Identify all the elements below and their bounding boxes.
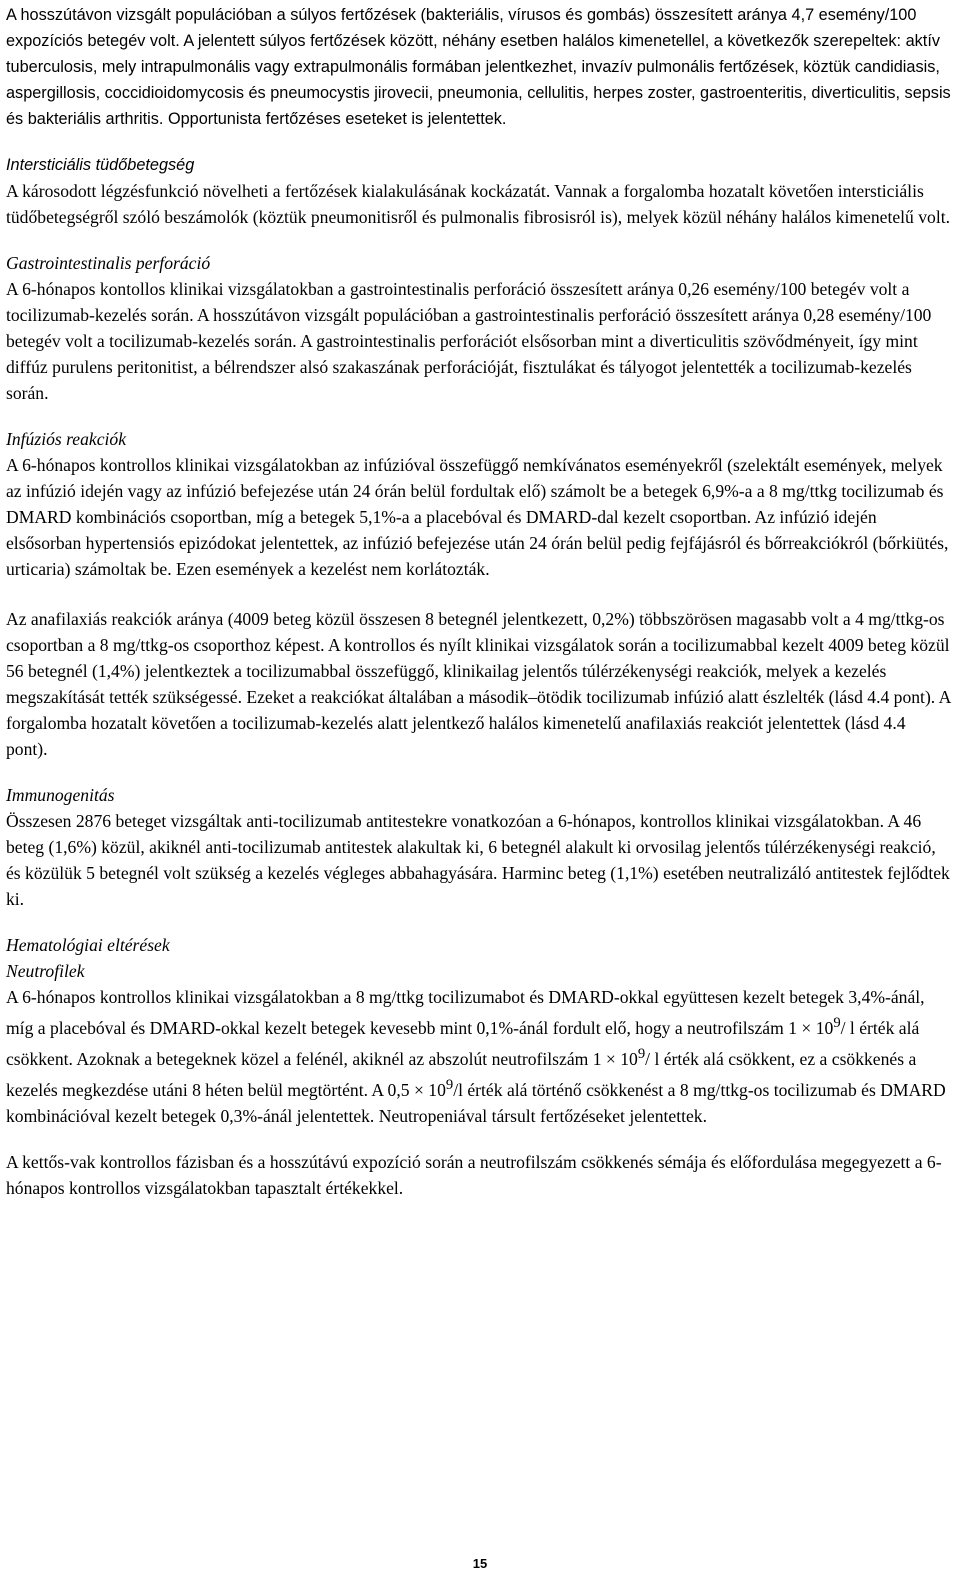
- neutrophils-text-4: /l érték alá történő csökkenést a 8 mg/ttkg-os tocilizumab és DMARD kombinációval kezelt betegek 0,3%-ánál jelentettek. Neutropeniával társult fertőzéseket jelentettek.: [6, 1079, 946, 1126]
- gi-perforation-heading: Gastrointestinalis perforáció: [6, 253, 211, 273]
- hematology-heading: Hematológiai eltérések: [6, 935, 170, 955]
- exponent-2: 9: [637, 1045, 646, 1062]
- ild-heading: Intersticiális tüdőbetegség: [6, 156, 195, 174]
- infusion-reactions-heading: Infúziós reakciók: [6, 429, 127, 449]
- immunogenicity-paragraph: Összesen 2876 beteget vizsgáltak anti-tocilizumab antitestekre vonatkozóan a 6-hónapos, kontrollos klinikai vizsgálatokban. A 46 beteg (1,6%) közül, akiknél anti-tocilizumab antitestek alakultak ki, 6 betegnél alakult ki orvosilag jelentős túlérzékenységi reakció, és közülük 5 betegnél volt szükség a kezelés végleges abbahagyására. Harminc beteg (1,1%) esetében neutralizáló antitestek fejlődtek ki.: [6, 811, 950, 909]
- neutrophils-followup-paragraph: A kettős-vak kontrollos fázisban és a hosszútávú expozíció során a neutrofilszám csökkenés sémája és előfordulása megegyezett a 6-hónapos kontrollos vizsgálatokban tapasztalt értékekkel.: [6, 1151, 942, 1198]
- ild-paragraph: A károsodott légzésfunkció növelheti a fertőzések kialakulásának kockázatát. Vannak a forgalomba hozatalt követően intersticiális tüdőbetegségről szóló beszámolók (köztük pneumonitisről és pulmonalis fibrosisról is), melyek közül néhány halálos kimenetelű volt.: [6, 181, 951, 227]
- immunogenicity-heading: Immunogenitás: [6, 785, 115, 805]
- neutrophils-subheading: Neutrofilek: [6, 961, 85, 981]
- exponent-3: 9: [445, 1076, 454, 1093]
- neutrophils-text-2: / l érték alá csökkent. Azoknak a betegeknek közel a felénél, akiknél az abszolút neutrofilszám 1 × 10: [6, 1017, 920, 1069]
- infusion-reactions-paragraph: A 6-hónapos kontrollos klinikai vizsgálatokban az infúzióval összefüggő nemkívánatos eseményekről (szelektált események, melyek az infúzió idején vagy az infúzió befejezése után 24 órán belül fordultak elő) számolt be a betegek 6,9%-a a 8 mg/ttkg tocilizumab és DMARD kombinációs csoportban, míg a betegek 5,1%-a a placebóval és DMARD-dal kezelt csoportban. Az infúzió idején elsősorban hypertensiós epizódokat jelentettek, az infúzió befejezése után 24 órán belül pedig fejfájásról és bőrreakciókról (bőrkiütés, urticaria) számoltak be. Ezen események a kezelést nem korlátozták.: [6, 455, 949, 579]
- document-page: [6, 2, 951, 1221]
- exponent-1: 9: [833, 1015, 841, 1031]
- infections-paragraph: A hosszútávon vizsgált populációban a súlyos fertőzések (bakteriális, vírusos és gombás) összesített aránya 4,7 esemény/100 expozíciós betegév volt. A jelentett súlyos fertőzések között, néhány esetben halálos kimenetellel, a következők szerepeltek: aktív tuberculosis, mely intrapulmonális vagy extrapulmonális formában jelentkezhet, invazív pulmonális fertőzések, köztük candidiasis, aspergillosis, coccidioidomycosis és pneumocystis jirovecii, pneumonia, cellulitis, herpes zoster, gastroenteritis, diverticulitis, sepsis és bakteriális arthritis. Opportunista fertőzéses eseteket is jelentettek.: [6, 6, 951, 128]
- neutrophils-paragraph: [6, 984, 951, 1129]
- page-number: 15: [472, 1556, 488, 1571]
- neutrophils-text-3: / l érték alá csökkent, ez a csökkenés a kezelés megkezdése utáni 8 héten belül megtörtént. A 0,5 × 10: [6, 1048, 917, 1100]
- neutrophils-text-1: A 6-hónapos kontrollos klinikai vizsgálatokban a 8 mg/ttkg tocilizumabot és DMARD-okkal együttesen kezelt betegek 3,4%-ánál, míg a placebóval és DMARD-okkal kezelt betegek kevesebb mint 0,1%-ánál fordult elő, hogy a neutrofilszám 1 × 10: [6, 987, 925, 1038]
- gi-perforation-paragraph: A 6-hónapos kontollos klinikai vizsgálatokban a gastrointestinalis perforáció összesített aránya 0,26 esemény/100 betegév volt a tocilizumab-kezelés során. A hosszútávon vizsgált populációban a gastrointestinalis perforáció összesített aránya 0,28 esemény/100 betegév volt a tocilizumab-kezelés során. A gastrointestinalis perforációt elsősorban mint a diverticulitis szövődményeit, így mint diffúz purulens peritonitist, a bélrendszer alsó szakaszának perforációját, fisztulákat és tályogot jelentették a tocilizumab-kezelés során.: [6, 279, 932, 403]
- anaphylaxis-paragraph: Az anafilaxiás reakciók aránya (4009 beteg közül összesen 8 betegnél jelentkezett, 0,2%) többszörösen magasabb volt a 4 mg/ttkg-os csoportban a 8 mg/ttkg-os csoporthoz képest. A kontrollos és nyílt klinikai vizsgálatok során a tocilizumabbal kezelt 4009 beteg közül 56 betegnél (1,4%) jelentkeztek a tocilizumabbal összefüggő, klinikailag jelentős túlérzékenységi reakciók, melyek a kezelés megszakítását tették szükségessé. Ezeket a reakciókat általában a második–ötödik tocilizumab infúzió alatt észlelték (lásd 4.4 pont). A forgalomba hozatalt követően a tocilizumab-kezelés alatt jelentkező halálos kimenetelű anafilaxiás reakciót jelentettek (lásd 4.4 pont).: [6, 609, 951, 759]
